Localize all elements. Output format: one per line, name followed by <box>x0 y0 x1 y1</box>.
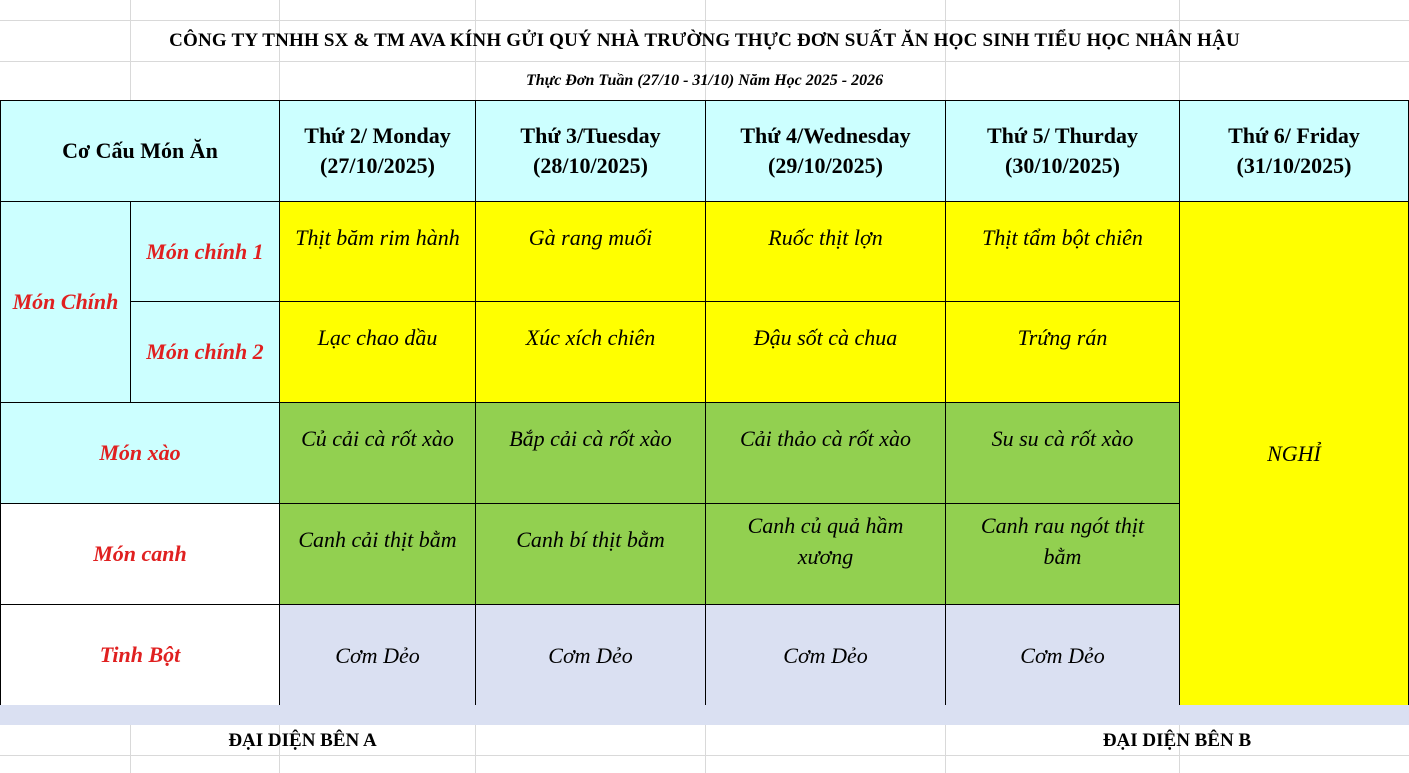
dish-text: Cải thảo cà rốt xào <box>739 426 912 451</box>
dish-text: Thịt băm rim hành <box>295 225 460 250</box>
day-name: Thứ 2/ Monday <box>304 123 451 148</box>
day-date: (28/10/2025) <box>533 153 648 178</box>
group-label-main[interactable] <box>0 201 131 403</box>
dish-cell[interactable] <box>945 402 1180 504</box>
day-date: (31/10/2025) <box>1236 153 1352 178</box>
dish-cell[interactable] <box>279 201 476 302</box>
row-label-main1[interactable] <box>130 201 280 302</box>
dish-cell[interactable] <box>475 604 706 706</box>
dish-text: Canh cải thịt bằm <box>298 527 457 552</box>
day-name: Thứ 5/ Thurday <box>987 123 1138 148</box>
dish-text: Trứng rán <box>1017 325 1108 350</box>
signature-party-a: ĐẠI DIỆN BÊN A <box>228 730 377 751</box>
document-title: CÔNG TY TNHH SX & TM AVA KÍNH GỬI QUÝ NHÀ TRƯỜNG THỰC ĐƠN SUẤT ĂN HỌC SINH TIỂU HỌC NHÂN HẬU <box>169 30 1240 51</box>
row-label-text: Món canh <box>93 541 187 566</box>
dish-cell[interactable] <box>705 201 946 302</box>
dish-cell[interactable] <box>279 503 476 605</box>
dish-text: Canh củ quả hầm xương <box>747 513 904 569</box>
dish-text: Thịt tẩm bột chiên <box>982 225 1143 250</box>
group-label-text: Món Chính <box>12 289 119 314</box>
dish-text: Su su cà rốt xào <box>991 426 1134 451</box>
day-date: (29/10/2025) <box>768 153 883 178</box>
day-header-monday[interactable] <box>279 100 476 202</box>
dish-cell[interactable] <box>945 604 1180 706</box>
dish-text: Đậu sốt cà chua <box>753 325 898 350</box>
row-label-soup[interactable] <box>0 503 280 605</box>
day-header-thursday[interactable] <box>945 100 1180 202</box>
corner-label: Cơ Cấu Món Ăn <box>62 138 218 163</box>
day-name: Thứ 3/Tuesday <box>520 123 661 148</box>
row-label-starch[interactable] <box>0 604 280 706</box>
friday-off-cell[interactable] <box>1179 201 1409 706</box>
document-subtitle: Thực Đơn Tuần (27/10 - 31/10) Năm Học 2025 - 2026 <box>525 72 884 89</box>
dish-cell[interactable] <box>475 503 706 605</box>
dish-text: Cơm Dẻo <box>783 642 868 668</box>
row-label-stirfry[interactable] <box>0 402 280 504</box>
dish-text: Cơm Dẻo <box>335 642 420 668</box>
dish-text: Cơm Dẻo <box>1020 642 1105 668</box>
dish-text: Canh bí thịt bằm <box>516 527 665 552</box>
dish-cell[interactable] <box>705 604 946 706</box>
day-header-friday[interactable] <box>1179 100 1409 202</box>
dish-cell[interactable] <box>705 301 946 403</box>
day-header-wednesday[interactable] <box>705 100 946 202</box>
row-label-main2[interactable] <box>130 301 280 403</box>
row-label-text: Món chính 1 <box>146 238 264 264</box>
signature-party-b: ĐẠI DIỆN BÊN B <box>1102 730 1252 751</box>
dish-text: Ruốc thịt lợn <box>768 225 883 250</box>
spacer-row <box>0 705 1409 725</box>
row-label-text: Món xào <box>99 440 181 465</box>
dish-cell[interactable] <box>705 503 946 605</box>
dish-cell[interactable] <box>279 604 476 706</box>
dish-text: Gà rang muối <box>528 225 653 250</box>
dish-text: Cơm Dẻo <box>548 642 633 668</box>
row-label-text: Tinh Bột <box>99 642 181 667</box>
dish-cell[interactable] <box>705 402 946 504</box>
day-name: Thứ 4/Wednesday <box>740 123 911 148</box>
dish-text: Củ cải cà rốt xào <box>301 426 454 451</box>
row-label-text: Món chính 2 <box>146 339 264 364</box>
day-date: (27/10/2025) <box>320 153 435 178</box>
corner-header-cell[interactable] <box>0 100 280 202</box>
dish-text: Xúc xích chiên <box>525 325 656 350</box>
dish-cell[interactable] <box>945 503 1180 605</box>
friday-off-text: NGHỈ <box>1267 441 1321 466</box>
day-name: Thứ 6/ Friday <box>1228 123 1360 148</box>
dish-cell[interactable] <box>475 402 706 504</box>
dish-text: Lạc chao dầu <box>317 325 438 350</box>
day-header-tuesday[interactable] <box>475 100 706 202</box>
dish-cell[interactable] <box>279 301 476 403</box>
dish-cell[interactable] <box>475 201 706 302</box>
dish-cell[interactable] <box>279 402 476 504</box>
dish-text: Canh rau ngót thịt bằm <box>980 513 1145 569</box>
grid-line <box>0 755 1409 756</box>
dish-cell[interactable] <box>945 201 1180 302</box>
dish-cell[interactable] <box>945 301 1180 403</box>
day-date: (30/10/2025) <box>1005 153 1120 178</box>
dish-text: Bắp cải cà rốt xào <box>509 426 672 451</box>
dish-cell[interactable] <box>475 301 706 403</box>
